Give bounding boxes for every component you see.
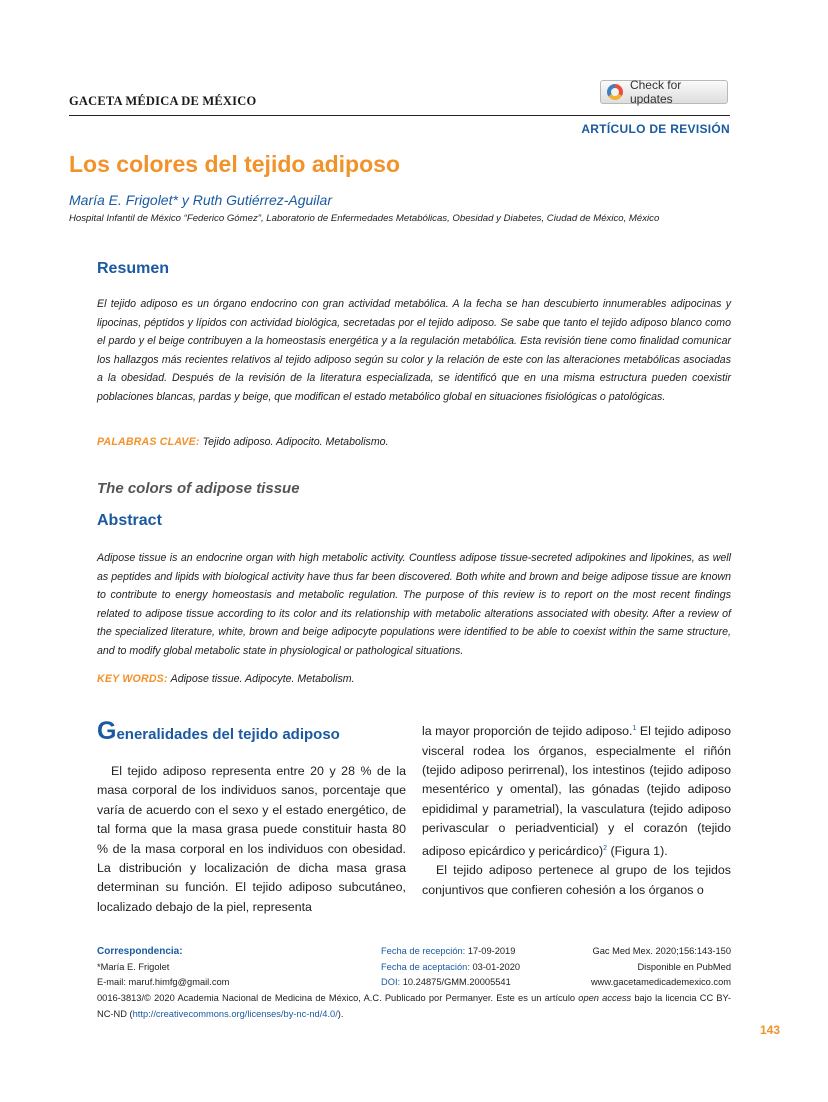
received-date: 17-09-2019	[467, 946, 516, 956]
resumen-heading: Resumen	[97, 260, 170, 277]
article-affiliation: Hospital Infantil de México “Federico Gómez”, Laboratorio de Enfermedades Metabólicas, Obesidad y Diabetes, Ciudad de México, México	[69, 213, 660, 224]
english-title: The colors of adipose tissue	[97, 480, 300, 497]
abstract-text: Adipose tissue is an endocrine organ with high metabolic activity. Countless adipose tissue-secreted adipokines and lipokines, as well as peptides and lipids with biological activity have thus far been discovered. Both white and brown and beige adipose tissue are known to contribute to energy homeostasis and metabolic regulation. The purpose of this review is to report on the most recent findings related to adipose tissue according to its color and its relationship with metabolic alterations associated with obesity. After a review of the specialized literature, white, brown and beige adipocyte populations were identified to be able to coexist within the same structure, and to modify global metabolic state in physiological or pathological situations.	[97, 552, 731, 657]
section-heading-rest: eneralidades del tejido adiposo	[116, 726, 340, 743]
key-words-label: KEY WORDS:	[97, 673, 168, 685]
section-initial: G	[97, 717, 117, 745]
check-for-updates-label: Check for updates	[629, 78, 682, 106]
crossmark-icon	[607, 84, 623, 100]
section-heading	[97, 717, 340, 745]
received-label: Fecha de recepción:	[381, 946, 466, 956]
citation: Gac Med Mex. 2020;156:143-150	[592, 946, 731, 956]
body-text-2a: la mayor proporción de tejido adiposo.	[422, 724, 633, 739]
key-words-value: Adipose tissue. Adipocyte. Metabolism.	[170, 673, 355, 685]
citation-block	[591, 944, 731, 991]
pubmed-availability: Disponible en PubMed	[637, 961, 731, 972]
correspondence-block	[97, 944, 229, 991]
license-open-access: open access	[578, 993, 632, 1003]
journal-name: GACETA MÉDICA DE MÉXICO	[69, 94, 257, 108]
check-for-updates-button[interactable]	[600, 80, 728, 104]
license-text	[97, 991, 731, 1022]
palabras-clave-label: PALABRAS CLAVE:	[97, 436, 200, 448]
correspondence-name: *María E. Frigolet	[97, 961, 170, 972]
body-paragraph-3: El tejido adiposo pertenece al grupo de los tejidos conjuntivos que confieren cohesión a los órganos o	[422, 863, 731, 897]
body-paragraph-2	[422, 719, 731, 861]
license-part-b: bajo la licencia CC BY-NC-ND (	[97, 993, 732, 1019]
doi-value[interactable]: 10.24875/GMM.20005541	[402, 977, 511, 988]
accepted-date: 03-01-2020	[472, 961, 521, 972]
article-type: ARTÍCULO DE REVISIÓN	[581, 122, 730, 136]
dates-block	[381, 944, 520, 991]
article-title: Los colores del tejido adiposo	[69, 151, 400, 177]
key-words	[97, 673, 355, 685]
journal-website[interactable]: www.gacetamedicademexico.com	[590, 977, 731, 988]
abstract-heading: Abstract	[97, 512, 162, 529]
body-column-2	[422, 719, 731, 900]
palabras-clave	[97, 436, 389, 448]
body-column-1	[97, 762, 406, 917]
reference-1[interactable]: 1	[632, 725, 637, 732]
body-paragraph-1: El tejido adiposo representa entre 20 y 28 % de la masa corporal de los individuos sanos, porcentaje que varía de acuerdo con el sexo y el estado energético, de tal forma que la masa grasa puede constituir hasta 80 % de la masa corporal en los individuos con obesidad. La distribución y localización de dicha masa grasa determinan su función. El tejido adiposo subcutáneo, localizado debajo de la piel, representa	[97, 764, 406, 914]
body-text-2b: El tejido adiposo visceral rodea los órganos, especialmente el riñón (tejido adiposo perirrenal), los intestinos (tejido adiposo mesentérico y omental), las gónadas (tejido adiposo epididimal y parametrial), la vasculatura (tejido adiposo perivascular o periadventicial) y el corazón (tejido adiposo epicárdico y pericárdico)	[422, 724, 731, 858]
doi-label: DOI:	[381, 977, 401, 988]
page-number: 143	[759, 1023, 780, 1037]
license-link[interactable]: http://creativecommons.org/licenses/by-nc-nd/4.0/	[132, 1008, 338, 1019]
article-authors: María E. Frigolet* y Ruth Gutiérrez-Aguilar	[69, 192, 332, 208]
body-text-2c: (Figura 1).	[607, 843, 668, 858]
license-part-a: 0016-3813/© 2020 Academia Nacional de Medicina de México, A.C. Publicado por Permanyer. Este es un artículo	[97, 993, 579, 1003]
license-part-c: ).	[337, 1008, 344, 1019]
accepted-label: Fecha de aceptación:	[381, 961, 470, 972]
palabras-clave-value: Tejido adiposo. Adipocito. Metabolismo.	[202, 436, 389, 448]
correspondence-label: Correspondencia:	[97, 946, 183, 957]
header-rule	[69, 115, 730, 116]
reference-2[interactable]: 2	[603, 844, 608, 852]
resumen-text: El tejido adiposo es un órgano endocrino con gran actividad metabólica. A la fecha se han descubierto innumerables adipocinas y lipocinas, péptidos y lípidos con actividad biológica, secretadas por el tejido adiposo. Se sabe que tanto el tejido adiposo blanco como el pardo y el beige contribuyen a la homeostasis energética y a la regulación metabólica. Esta revisión tiene como finalidad comunicar los hallazgos más recientes relativos al tejido adiposo según su color y la relación de este con las alteraciones metabólicas asociadas a la obesidad. Después de la revisión de la literatura especializada, se identificó que en una misma estructura pueden coexistir poblaciones blancas, pardas y beige, que modifican el estado metabólico global en situaciones fisiológicas o patológicas.	[97, 298, 731, 403]
correspondence-email[interactable]: E-mail: maruf.himfg@gmail.com	[97, 977, 230, 988]
